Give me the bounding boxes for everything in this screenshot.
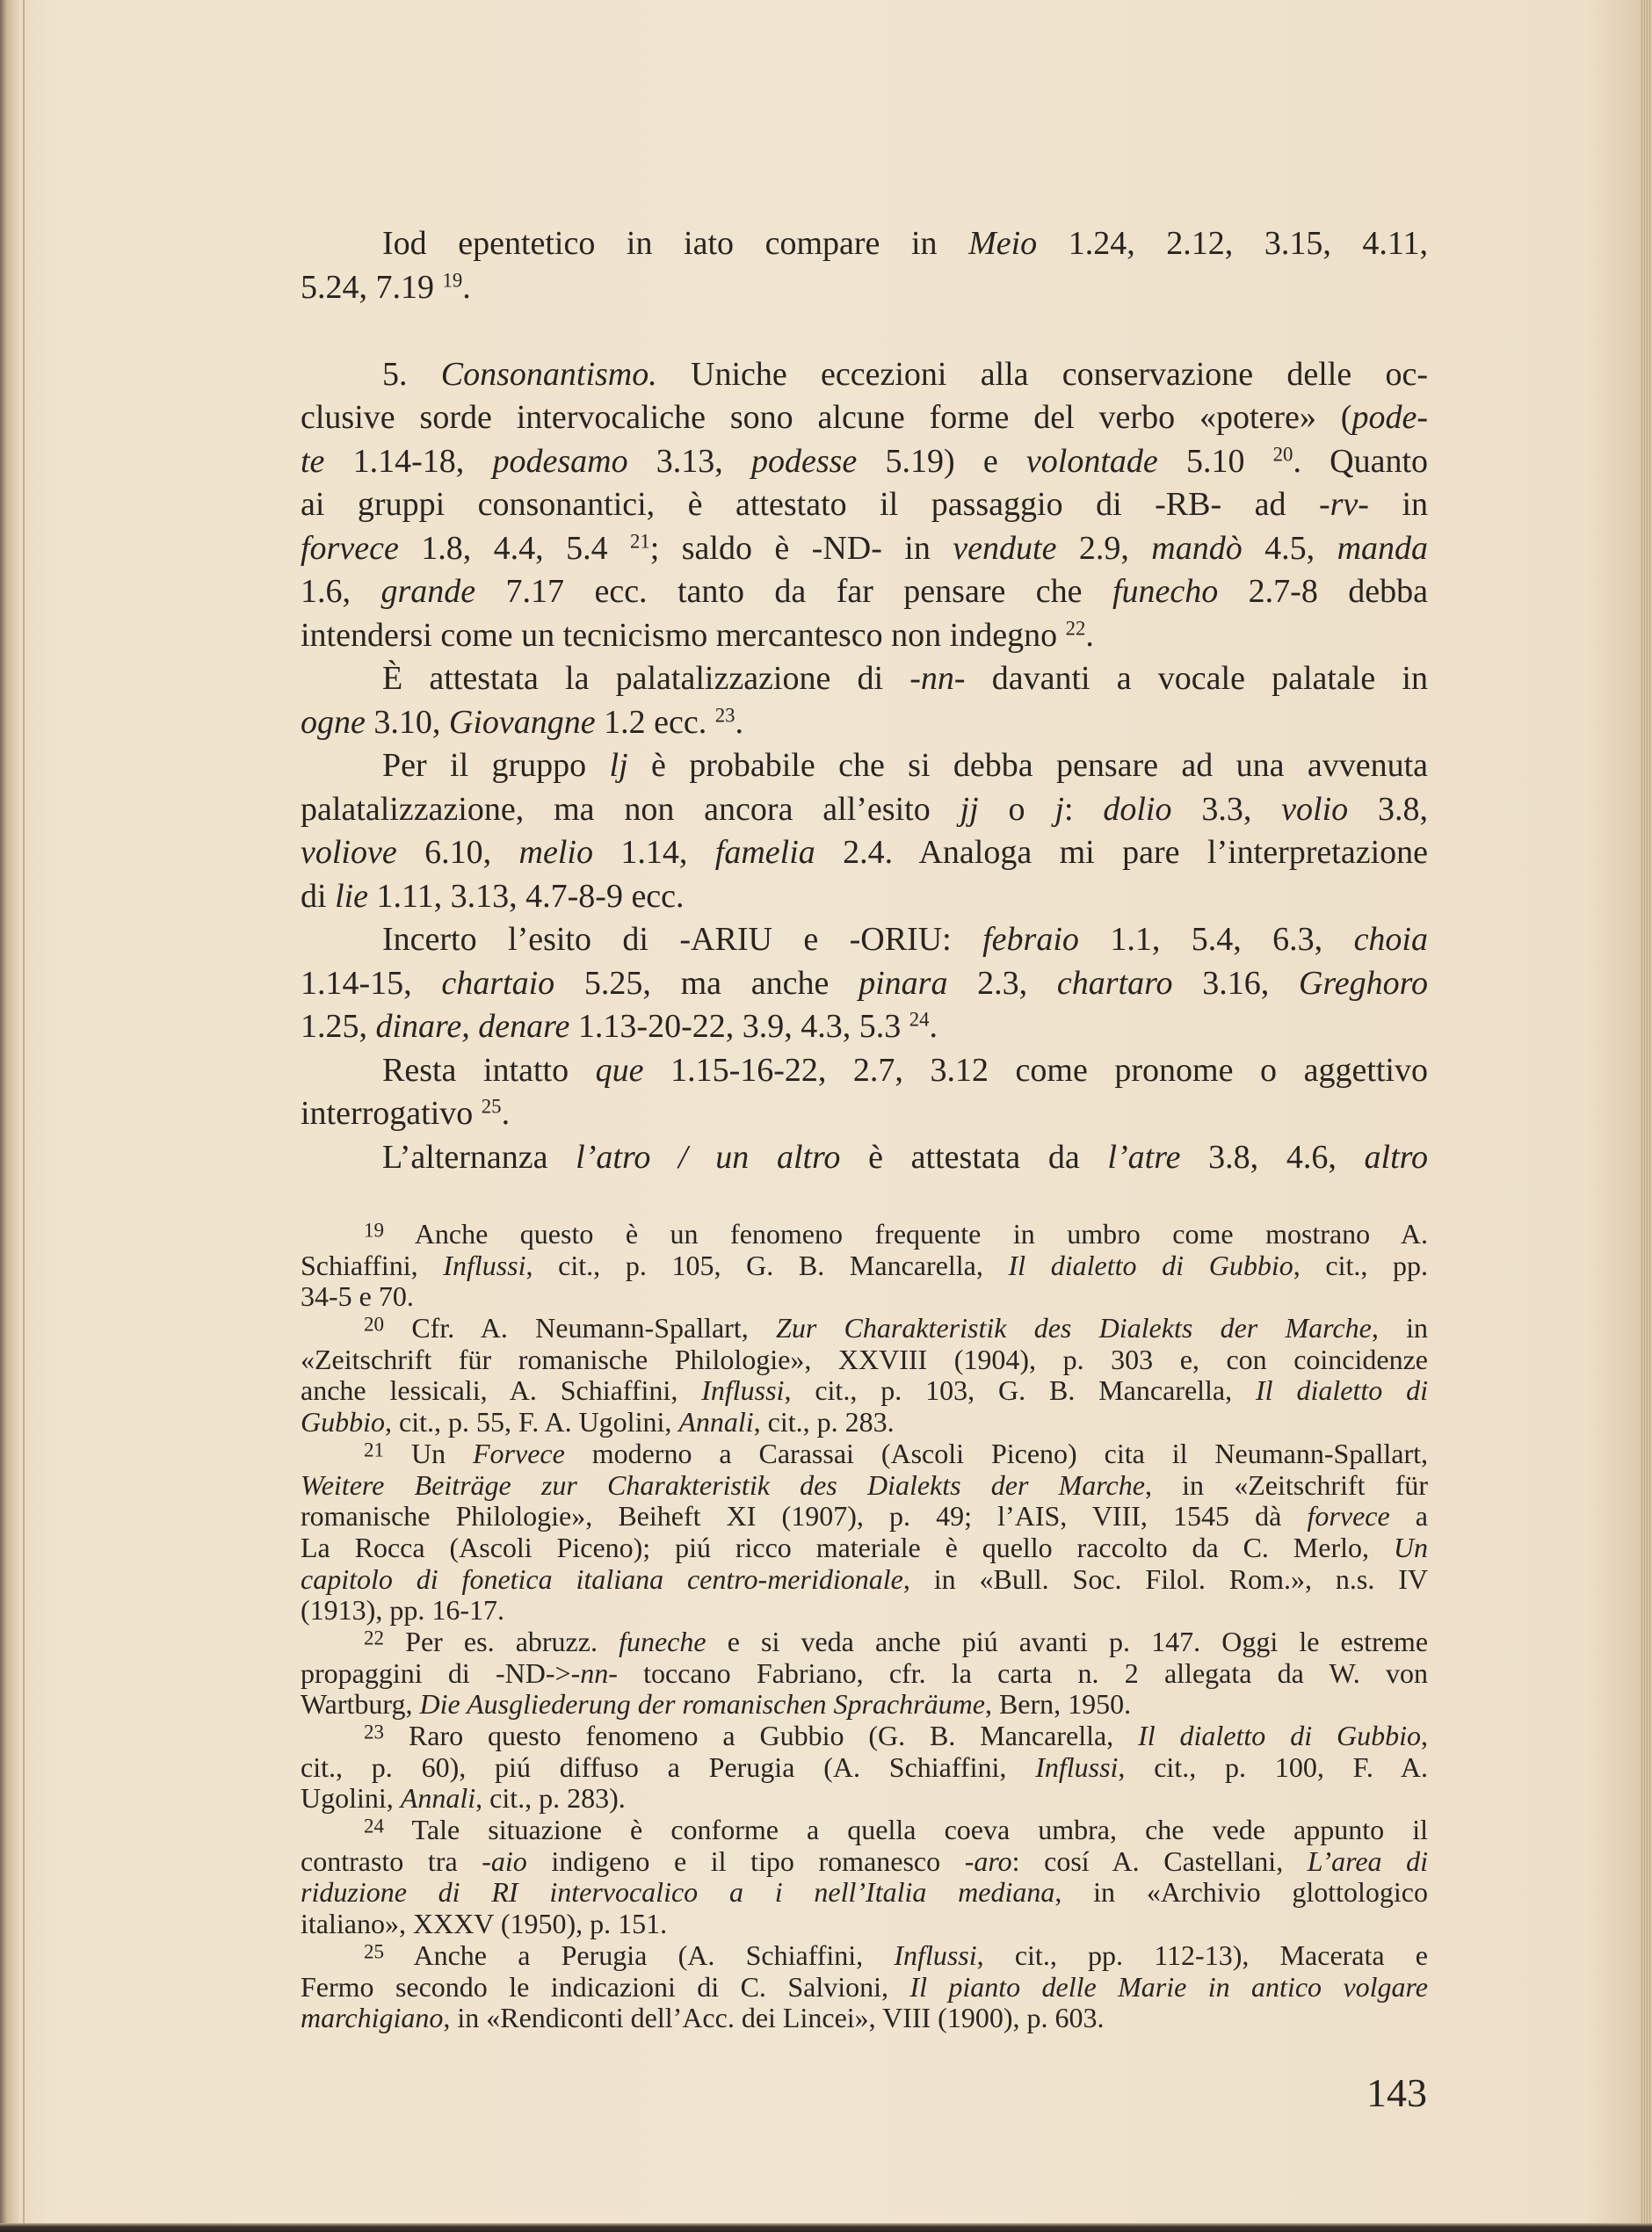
footnote-line xyxy=(301,1344,1428,1376)
italic-text: famelia xyxy=(714,834,815,871)
text-line xyxy=(301,657,1428,701)
text-run: : cosí A. Castellani, xyxy=(1011,1844,1308,1877)
italic-text: que xyxy=(595,1051,644,1089)
italic-text: pinara xyxy=(859,964,948,1002)
text-run: toccano Fabriano, cfr. la carta n. 2 allegata da W. von xyxy=(617,1656,1429,1689)
text-run: , cit., p. 103, G. B. Mancarella, xyxy=(784,1374,1257,1407)
text-run: . xyxy=(462,268,471,306)
italic-text: Il pianto delle Marie in antico volgare xyxy=(909,1970,1429,2003)
text-run: . xyxy=(1085,616,1094,654)
text-run: 5.24, 7.19 xyxy=(301,268,443,306)
text-run: , cit., p. 55, F. A. Ugolini, xyxy=(385,1406,679,1438)
text-run: di xyxy=(301,877,336,915)
text-run: 7.17 ecc. tanto da far pensare che xyxy=(475,573,1112,610)
footnote-line xyxy=(301,1627,1428,1658)
italic-text: volio xyxy=(1281,790,1349,828)
text-run: , cit., pp. 112-13), Macerata e xyxy=(976,1939,1429,1971)
footnote-19 xyxy=(301,1219,1428,1313)
footnote-21 xyxy=(301,1438,1428,1627)
italic-text: riduzione di RI intervocalico a i nell’Italia mediana xyxy=(301,1876,1055,1909)
italic-text: Weitere Beiträge zur Charakteristik des Dialekts der Marche xyxy=(301,1468,1145,1501)
text-run: ai gruppi consonantici, è attestato il passaggio di -RB- ad xyxy=(301,486,1319,523)
text-run: 6.10, xyxy=(396,834,519,871)
text-run: , in «Zeitschrift für xyxy=(1144,1468,1429,1501)
footnote-reference: 19 xyxy=(442,268,463,291)
text-run: o xyxy=(978,790,1055,828)
text-line xyxy=(301,788,1428,832)
italic-text: Forvece xyxy=(472,1437,565,1469)
italic-text: marchigiano xyxy=(301,2002,444,2034)
footnote-line xyxy=(301,1219,1428,1250)
text-run: È attestata la palatalizzazione di xyxy=(382,660,910,697)
text-line xyxy=(301,1136,1428,1180)
footnote-line xyxy=(301,1501,1428,1533)
text-run: 5. xyxy=(382,355,441,393)
text-line xyxy=(301,614,1428,658)
text-line xyxy=(301,962,1428,1006)
italic-text: Giovangne xyxy=(448,703,596,741)
text-run: . Quanto xyxy=(1293,442,1429,480)
footnote-number: 25 xyxy=(364,1939,385,1963)
text-run: Wartburg, xyxy=(301,1688,420,1721)
italic-text: j xyxy=(1054,790,1064,828)
text-run: 5.25, ma anche xyxy=(554,964,859,1002)
footnote-line xyxy=(301,2003,1428,2034)
italic-text: -aio xyxy=(482,1844,527,1877)
italic-text: Influssi xyxy=(443,1249,526,1281)
text-run: 1.13-20-22, 3.9, 4.3, 5.3 xyxy=(569,1008,909,1045)
text-run: 34-5 e 70. xyxy=(301,1280,414,1313)
italic-text: ogne xyxy=(301,703,366,741)
italic-text: forvece xyxy=(301,529,399,567)
binding-fold-line xyxy=(23,0,25,2232)
text-run: 5.19) e xyxy=(857,442,1026,480)
text-run: indigeno e il tipo romanesco xyxy=(526,1844,965,1877)
text-run: 3.3, xyxy=(1171,790,1282,828)
italic-text: chartaio xyxy=(441,964,555,1002)
italic-text: volontade xyxy=(1025,442,1158,480)
text-run: 1.24, 2.12, 3.15, 4.11, xyxy=(1037,225,1428,262)
text-run: 1.25, xyxy=(301,1008,376,1045)
footnote-line xyxy=(301,1972,1428,2004)
footnote-line xyxy=(301,1313,1428,1344)
text-run: 1.11, 3.13, 4.7-8-9 ecc. xyxy=(368,877,685,915)
text-run: romanische Philologie», Beiheft XI (1907), p. 49; l’AIS, VIII, 1545 dà xyxy=(301,1500,1308,1533)
text-line xyxy=(301,353,1428,397)
italic-text: Il dialetto di Gubbio xyxy=(1138,1720,1422,1751)
italic-text: Influssi xyxy=(894,1939,977,1971)
italic-text: -nn- xyxy=(570,1656,618,1689)
text-run: 2.9, xyxy=(1056,529,1152,567)
footnote-line xyxy=(301,1877,1428,1909)
text-run: propaggini di -ND-> xyxy=(301,1656,571,1689)
text-run: 2.7-8 debba xyxy=(1218,573,1429,610)
text-run: , Bern, 1950. xyxy=(984,1688,1132,1721)
page-number: 143 xyxy=(1366,2070,1427,2115)
text-run: Uniche eccezioni alla conservazione delle oc- xyxy=(656,355,1429,393)
italic-text: grande xyxy=(380,573,476,610)
italic-text: Il dialetto di xyxy=(1256,1374,1428,1407)
text-run: e si veda anche piú avanti p. 147. Oggi le estreme xyxy=(706,1625,1429,1657)
book-binding-edge xyxy=(0,0,19,2232)
footnote-line xyxy=(301,1909,1428,1940)
text-run: 1.8, 4.4, 5.4 xyxy=(398,529,630,567)
text-run: a xyxy=(1389,1500,1429,1533)
paragraph xyxy=(301,657,1428,744)
text-run: in xyxy=(1368,486,1428,523)
text-run: moderno a Carassai (Ascoli Piceno) cita il Neumann-Spallart, xyxy=(564,1437,1429,1469)
text-line xyxy=(301,744,1428,788)
italic-text: Greghoro xyxy=(1298,964,1429,1002)
footnote-22 xyxy=(301,1627,1428,1721)
italic-text: funecho xyxy=(1112,573,1219,610)
text-run: clusive sorde intervocaliche sono alcune forme del verbo «potere» ( xyxy=(301,399,1352,436)
text-run: Cfr. A. Neumann-Spallart, xyxy=(411,1312,777,1344)
text-run: 5.10 xyxy=(1157,442,1273,480)
text-run: , cit., p. 105, G. B. Mancarella, xyxy=(525,1249,1009,1281)
italic-text: jj xyxy=(960,790,979,828)
italic-text: manda xyxy=(1337,529,1429,567)
text-run: : xyxy=(1063,790,1104,828)
text-run: Per il gruppo xyxy=(382,747,610,784)
text-run: 1.14, xyxy=(592,834,715,871)
footnote-line xyxy=(301,1689,1428,1721)
footnote-line xyxy=(301,1564,1428,1596)
footnote-line xyxy=(301,1375,1428,1407)
text-run: , cit., p. 283). xyxy=(475,1782,626,1815)
text-line xyxy=(301,527,1428,571)
text-run: 1.15-16-22, 2.7, 3.12 come pronome o aggettivo xyxy=(643,1051,1428,1089)
footnote-20 xyxy=(301,1313,1428,1438)
italic-text: Il dialetto di Gubbio xyxy=(1008,1249,1293,1281)
text-line xyxy=(301,222,1428,266)
footnote-number: 19 xyxy=(364,1218,385,1242)
footnote-line xyxy=(301,1815,1428,1846)
italic-text: -nn- xyxy=(909,660,966,697)
text-run: anche lessicali, A. Schiaffini, xyxy=(301,1374,702,1407)
italic-text: Gubbio xyxy=(301,1406,385,1438)
text-run: Schiaffini, xyxy=(301,1249,444,1281)
text-run: italiano», XXXV (1950), p. 151. xyxy=(301,1908,668,1940)
italic-text: l’atro / un altro xyxy=(576,1138,841,1176)
text-run: 2.3, xyxy=(947,964,1057,1002)
text-run: . xyxy=(929,1008,938,1045)
text-run: 3.8, xyxy=(1348,790,1429,828)
text-line xyxy=(301,1005,1428,1049)
footnote-line xyxy=(301,1940,1428,1972)
footnote-reference: 24 xyxy=(909,1008,930,1031)
text-run: 3.13, xyxy=(627,442,751,480)
text-run: (1913), pp. 16-17. xyxy=(301,1594,504,1627)
text-run: Anche questo è un fenomeno frequente in umbro come mostrano A. xyxy=(414,1218,1429,1250)
text-run: 3.16, xyxy=(1172,964,1299,1002)
text-run: , cit., p. 283. xyxy=(753,1406,895,1438)
text-run: 3.8, 4.6, xyxy=(1180,1138,1365,1176)
paragraph xyxy=(301,1136,1428,1180)
footnote-line xyxy=(301,1721,1428,1752)
text-run: . xyxy=(501,1095,511,1132)
text-run: Raro questo fenomeno a Gubbio (G. B. Mancarella, xyxy=(408,1720,1139,1751)
text-line xyxy=(301,701,1428,745)
footnote-23 xyxy=(301,1721,1428,1815)
text-run: 4.5, xyxy=(1242,529,1337,567)
text-run: , in xyxy=(1371,1312,1429,1344)
text-run: 1.2 ecc. xyxy=(595,703,715,741)
text-run: è probabile che si debba pensare ad una avvenuta xyxy=(627,747,1428,784)
text-line xyxy=(301,266,1428,310)
text-run: , cit., p. 100, F. A. xyxy=(1118,1750,1429,1783)
footnote-number: 22 xyxy=(364,1626,385,1649)
text-run: , in «Archivio glottologico xyxy=(1054,1876,1429,1909)
italic-text: Zur Charakteristik des Dialekts der Marche xyxy=(776,1312,1372,1344)
footnote-reference: 22 xyxy=(1065,616,1086,639)
footnote-reference: 25 xyxy=(481,1095,502,1118)
footnote-line xyxy=(301,1846,1428,1878)
text-run: Iod epentetico in iato compare in xyxy=(382,225,969,262)
italic-text: podesse xyxy=(750,442,858,480)
text-run: palatalizzazione, ma non ancora all’esito xyxy=(301,790,960,828)
text-run: 2.4. Analoga mi pare l’interpretazione xyxy=(815,834,1428,871)
italic-text: lie xyxy=(335,877,369,915)
footnote-reference: 21 xyxy=(630,529,650,552)
footnote-24 xyxy=(301,1815,1428,1940)
footnote-line xyxy=(301,1407,1428,1438)
italic-text: febraio xyxy=(982,921,1079,958)
italic-text: mandò xyxy=(1151,529,1243,567)
text-line xyxy=(301,1049,1428,1093)
text-run: Un xyxy=(410,1437,473,1469)
footnote-line xyxy=(301,1533,1428,1564)
text-run: 1.14-15, xyxy=(301,964,442,1002)
text-run: Incerto l’esito di -ARIU e -ORIU: xyxy=(382,921,983,958)
text-run: . xyxy=(735,703,744,741)
footnote-number: 20 xyxy=(364,1312,385,1336)
text-run: contrasto tra xyxy=(301,1844,482,1877)
text-run: «Zeitschrift für romanische Philologie», XXVIII (1904), p. 303 e, con coincidenze xyxy=(301,1343,1428,1375)
italic-text: te xyxy=(301,442,325,480)
text-run: La Rocca (Ascoli Piceno); piú ricco materiale è quello raccolto da C. Merlo, xyxy=(301,1531,1394,1563)
text-line xyxy=(301,483,1428,527)
italic-text: Meio xyxy=(968,225,1038,262)
page-stack-edge xyxy=(1640,0,1652,2232)
italic-text: vendute xyxy=(953,529,1057,567)
italic-text: funeche xyxy=(619,1625,706,1657)
text-run: 3.10, xyxy=(365,703,449,741)
footnote-line xyxy=(301,1250,1428,1282)
text-run: Anche a Perugia (A. Schiaffini, xyxy=(413,1939,895,1971)
text-run: 1.14-18, xyxy=(324,442,493,480)
italic-text: forvece xyxy=(1307,1500,1390,1533)
italic-text: melio xyxy=(518,834,593,871)
text-line xyxy=(301,570,1428,614)
italic-text: altro xyxy=(1364,1138,1429,1176)
footnote-line xyxy=(301,1438,1428,1470)
italic-text: capitolo di fonetica italiana centro-meridionale xyxy=(301,1562,903,1595)
text-run: L’alternanza xyxy=(382,1138,576,1176)
footnote-number: 23 xyxy=(364,1720,385,1743)
italic-text: L’area di xyxy=(1307,1844,1429,1877)
text-run: , in «Bull. Soc. Filol. Rom.», n.s. IV xyxy=(902,1562,1428,1595)
text-run: 1.1, 5.4, 6.3, xyxy=(1078,921,1354,958)
text-run: Resta intatto xyxy=(382,1051,596,1089)
italic-text: voliove xyxy=(301,834,397,871)
text-run: , xyxy=(1421,1720,1429,1751)
italic-text: pode- xyxy=(1351,399,1428,436)
italic-text: dinare, denare xyxy=(375,1008,570,1045)
text-run: davanti a vocale palatale in xyxy=(965,660,1428,697)
text-run: Ugolini, xyxy=(301,1782,401,1815)
italic-text: l’atre xyxy=(1107,1138,1181,1176)
text-run: ; saldo è -ND- in xyxy=(649,529,953,567)
paragraph xyxy=(301,918,1428,1049)
text-line xyxy=(301,396,1428,440)
italic-text: lj xyxy=(609,747,628,784)
footnote-line xyxy=(301,1281,1428,1313)
text-run: Per es. abruzz. xyxy=(405,1625,620,1657)
text-line xyxy=(301,918,1428,962)
text-line xyxy=(301,1092,1428,1136)
italic-text: podesamo xyxy=(492,442,628,480)
text-run: Fermo secondo le indicazioni di C. Salvioni, xyxy=(301,1970,910,2003)
text-line xyxy=(301,875,1428,919)
text-run: cit., p. 60), piú diffuso a Perugia (A. Schiaffini, xyxy=(301,1750,1036,1783)
italic-text: -rv- xyxy=(1318,486,1369,523)
italic-text: Annali xyxy=(678,1406,754,1438)
italic-text: Influssi xyxy=(701,1374,785,1407)
italic-text: -aro xyxy=(964,1844,1012,1877)
italic-text: Consonantismo. xyxy=(440,355,657,393)
text-run: , cit., pp. xyxy=(1293,1249,1429,1281)
text-line xyxy=(301,831,1428,875)
footnote-number: 21 xyxy=(364,1438,385,1461)
italic-text: dolio xyxy=(1103,790,1172,828)
text-run: interrogativo xyxy=(301,1095,482,1132)
page-bottom-edge xyxy=(0,2223,1652,2232)
italic-text: chartaro xyxy=(1056,964,1173,1002)
body-text xyxy=(301,222,1428,1179)
paragraph xyxy=(301,1049,1428,1136)
footnote-line xyxy=(301,1658,1428,1690)
text-run: è attestata da xyxy=(840,1138,1108,1176)
footnote-line xyxy=(301,1783,1428,1815)
footnotes-section xyxy=(301,1219,1428,2034)
footnote-line xyxy=(301,1470,1428,1502)
italic-text: Un xyxy=(1393,1531,1428,1563)
footnote-reference: 20 xyxy=(1272,442,1293,465)
italic-text: Die Ausgliederung der romanischen Sprachräume xyxy=(419,1688,985,1721)
italic-text: Influssi xyxy=(1035,1750,1119,1783)
footnote-line xyxy=(301,1595,1428,1627)
paragraph xyxy=(301,353,1428,658)
text-run: Tale situazione è conforme a quella coeva umbra, che vede appunto il xyxy=(411,1814,1429,1846)
text-run: , in «Rendiconti dell’Acc. dei Lincei», VIII (1900), p. 603. xyxy=(443,2002,1105,2034)
footnote-reference: 23 xyxy=(714,703,735,726)
paragraph xyxy=(301,744,1428,918)
footnote-25 xyxy=(301,1940,1428,2034)
text-run: intendersi come un tecnicismo mercantesco non indegno xyxy=(301,616,1066,654)
footnote-line xyxy=(301,1752,1428,1784)
italic-text: choia xyxy=(1353,921,1428,958)
italic-text: Annali xyxy=(400,1782,476,1815)
paragraph xyxy=(301,222,1428,309)
footnote-number: 24 xyxy=(364,1814,385,1837)
text-line xyxy=(301,440,1428,484)
text-run: 1.6, xyxy=(301,573,381,610)
